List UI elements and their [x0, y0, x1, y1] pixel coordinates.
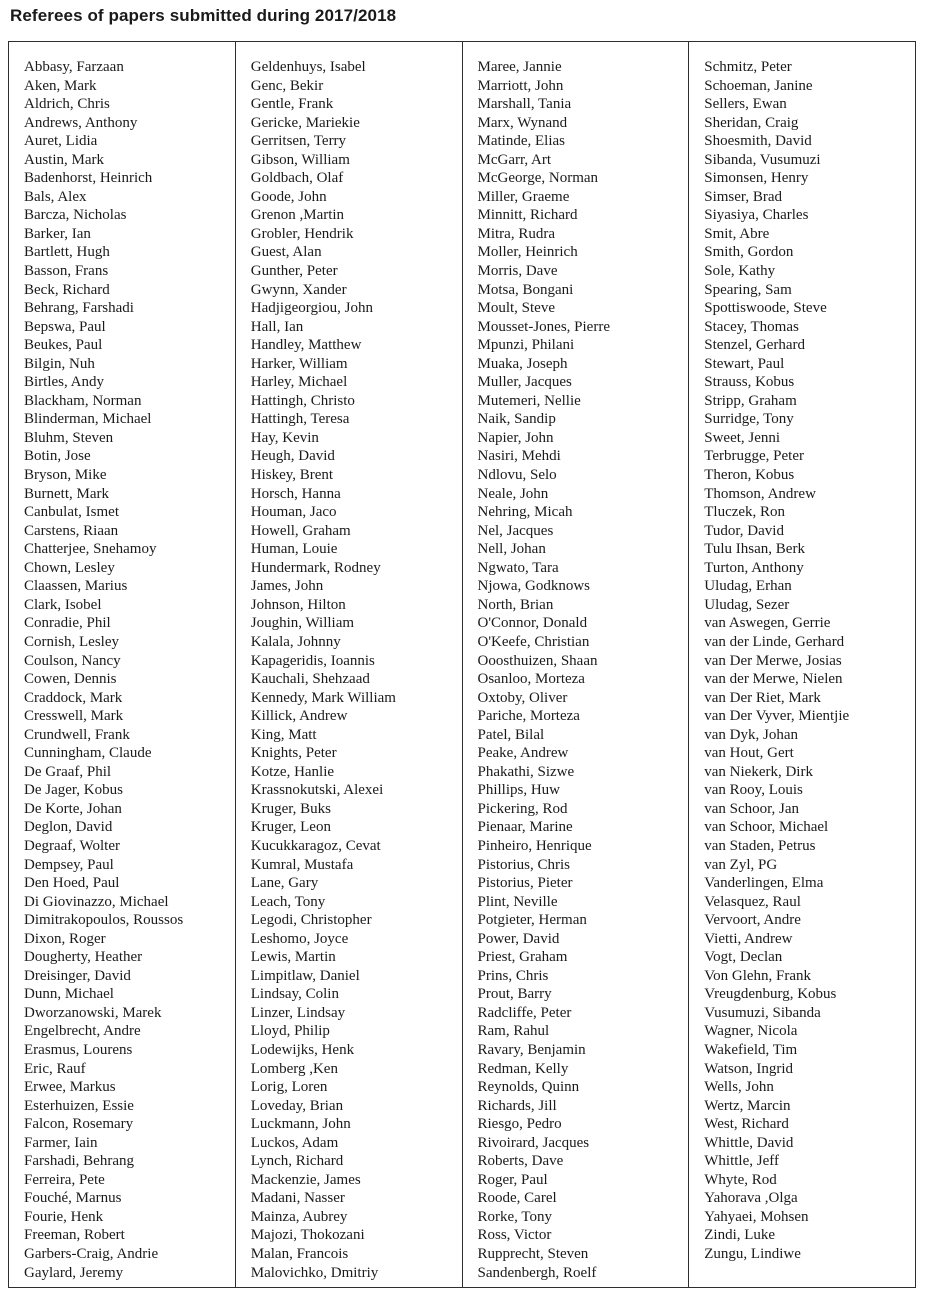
referee-name: Hattingh, Teresa [250, 411, 350, 428]
referee-name: Tudor, David [704, 522, 784, 539]
referee-name: Cornish, Lesley [24, 633, 119, 650]
referee-name: Phakathi, Sizwe [477, 763, 575, 780]
referee-name: Barcza, Nicholas [24, 207, 127, 224]
referee-name: De Graaf, Phil [24, 763, 112, 780]
referee-name: Tulu Ihsan, Berk [704, 541, 805, 558]
referee-name: Den Hoed, Paul [24, 875, 120, 892]
referee-name: Ndlovu, Selo [477, 467, 557, 484]
referee-name: Rivoirard, Jacques [477, 1134, 590, 1151]
referee-name: Geldenhuys, Isabel [250, 59, 366, 75]
referee-name: Velasquez, Raul [704, 893, 801, 910]
referee-name: Ferreira, Pete [24, 1171, 105, 1188]
referee-name: Yahorava ,Olga [704, 1190, 798, 1207]
referee-name: Naik, Sandip [477, 411, 556, 428]
referee-name: Bluhm, Steven [24, 429, 114, 446]
referee-name: van Schoor, Jan [704, 800, 800, 817]
referee-name: Lindsay, Colin [250, 986, 339, 1003]
referee-name: Erwee, Markus [24, 1079, 116, 1096]
referee-name: Blinderman, Michael [24, 411, 152, 428]
referee-name: De Jager, Kobus [24, 782, 123, 799]
referee-name: Prout, Barry [477, 986, 552, 1003]
referee-name: Fourie, Henk [24, 1208, 104, 1225]
referee-name: Engelbrecht, Andre [24, 1023, 141, 1040]
referee-name: Napier, John [477, 429, 554, 446]
referee-name: Roode, Carel [477, 1190, 557, 1207]
referee-name: Johnson, Hilton [250, 596, 346, 613]
referee-column-3 [462, 42, 689, 1287]
referee-name: Clark, Isobel [24, 596, 102, 613]
referee-name: Esterhuizen, Essie [24, 1097, 134, 1114]
referee-name: Farshadi, Behrang [24, 1153, 134, 1170]
referee-name: Mainza, Aubrey [250, 1208, 348, 1225]
referee-name: Coulson, Nancy [24, 652, 121, 669]
referee-name: Power, David [477, 930, 560, 947]
referee-name: Mitra, Rudra [477, 225, 555, 242]
referee-name: Roberts, Dave [477, 1153, 564, 1170]
referee-name: Ram, Rahul [477, 1023, 550, 1040]
referee-name: Lynch, Richard [250, 1153, 344, 1170]
referee-name: Stacey, Thomas [704, 318, 799, 335]
referee-name: Muaka, Joseph [477, 355, 568, 372]
referee-name: Horsch, Hanna [250, 485, 341, 502]
referee-name: Bryson, Mike [24, 467, 107, 484]
referee-name: van Der Vyver, Mientjie [704, 708, 850, 725]
referee-name: Schmitz, Peter [704, 59, 792, 75]
referee-column-1 [9, 42, 235, 1287]
referee-name: Kapageridis, Ioannis [250, 652, 375, 669]
referee-name: Legodi, Christopher [250, 912, 372, 929]
referee-name: Rorke, Tony [477, 1208, 553, 1225]
referee-name: Richards, Jill [477, 1097, 557, 1114]
referee-name: Dworzanowski, Marek [24, 1004, 162, 1021]
referee-name: Cresswell, Mark [24, 708, 124, 725]
referee-name: Genc, Bekir [250, 77, 324, 94]
referee-name: Houman, Jaco [250, 504, 337, 521]
referee-name: Rupprecht, Steven [477, 1246, 589, 1262]
referees-table [8, 41, 916, 1288]
referee-name: Whyte, Rod [704, 1171, 777, 1188]
referee-name: Stripp, Graham [704, 392, 797, 409]
referee-name: Spottiswoode, Steve [704, 300, 827, 317]
referee-name: Howell, Graham [250, 522, 351, 539]
referee-name: Pickering, Rod [477, 800, 568, 817]
referee-name: Priest, Graham [477, 949, 568, 966]
referee-name: Hiskey, Brent [250, 467, 334, 484]
referee-name: Wakefield, Tim [704, 1041, 798, 1058]
referee-name: Ravary, Benjamin [477, 1041, 586, 1058]
referee-name: Crundwell, Frank [24, 726, 130, 743]
referee-name: Hundermark, Rodney [250, 559, 381, 576]
referee-name: Luckmann, John [250, 1116, 351, 1133]
referee-name: Stenzel, Gerhard [704, 337, 806, 354]
referee-name: Lodewijks, Henk [250, 1041, 355, 1058]
referee-name: Harley, Michael [250, 374, 348, 391]
referee-name: Riesgo, Pedro [477, 1116, 562, 1133]
referee-name: Reynolds, Quinn [477, 1079, 580, 1096]
referee-name: Botin, Jose [24, 448, 91, 465]
referee-name: Oxtoby, Oliver [477, 689, 568, 706]
referee-name: Gwynn, Xander [250, 281, 347, 298]
referee-name: Grenon ,Martin [250, 207, 345, 224]
referee-name: King, Matt [250, 726, 317, 743]
referee-name: Marriott, John [477, 77, 564, 94]
referee-name: Hadjigeorgiou, John [250, 300, 373, 317]
referee-name: Malovichko, Dmitriy [250, 1264, 379, 1281]
referee-name: Kruger, Buks [250, 800, 331, 817]
referee-name: Plint, Neville [477, 893, 558, 910]
referee-name: Siyasiya, Charles [704, 207, 809, 224]
referee-name: Nel, Jacques [477, 522, 554, 539]
referee-name: Fouché, Marnus [24, 1190, 122, 1207]
referee-name: Goldbach, Olaf [250, 170, 344, 187]
referee-name: Wertz, Marcin [704, 1097, 791, 1114]
referee-name: van Niekerk, Dirk [704, 763, 813, 780]
referee-name: Dimitrakopoulos, Roussos [24, 912, 184, 929]
referee-name: Bilgin, Nuh [24, 355, 95, 372]
referee-name: Leshomo, Joyce [250, 930, 349, 947]
referee-name: van Aswegen, Gerrie [704, 615, 831, 632]
referee-name: Spearing, Sam [704, 281, 792, 298]
referee-name: Turton, Anthony [704, 559, 804, 576]
referee-name: Ooosthuizen, Shaan [477, 652, 598, 669]
referee-name: O'Keefe, Christian [477, 633, 590, 650]
referee-name: North, Brian [477, 596, 554, 613]
referee-name: Watson, Ingrid [704, 1060, 794, 1077]
referee-name: Di Giovinazzo, Michael [24, 893, 169, 910]
referee-name: Canbulat, Ismet [24, 504, 119, 521]
referee-name: Schoeman, Janine [704, 77, 813, 94]
referee-name: Gunther, Peter [250, 263, 338, 280]
referee-name: Blackham, Norman [24, 392, 142, 409]
referee-name: Marshall, Tania [477, 96, 572, 113]
referee-name: Mackenzie, James [250, 1171, 361, 1188]
referee-name: Eric, Rauf [24, 1060, 86, 1077]
referee-name: Freeman, Robert [24, 1227, 125, 1244]
referee-name: Matinde, Elias [477, 133, 565, 150]
referee-name: Von Glehn, Frank [704, 967, 812, 984]
referee-name: De Korte, Johan [24, 800, 122, 817]
referee-name: Bartlett, Hugh [24, 244, 110, 261]
referee-name: Majozi, Thokozani [250, 1227, 365, 1244]
referee-name: Motsa, Bongani [477, 281, 574, 298]
referee-name: McGeorge, Norman [477, 170, 599, 187]
referee-name: van Rooy, Louis [704, 782, 803, 799]
referee-name: Sweet, Jenni [704, 429, 781, 446]
referee-name: Nell, Johan [477, 541, 546, 558]
referee-name: Linzer, Lindsay [250, 1004, 346, 1021]
referee-name: Minnitt, Richard [477, 207, 578, 224]
referee-name: Vietti, Andrew [704, 930, 793, 947]
referee-name: Malan, Francois [250, 1246, 349, 1262]
referee-name: Killick, Andrew [250, 708, 348, 725]
referee-name: Phillips, Huw [477, 782, 561, 799]
referee-name: van Der Merwe, Josias [704, 652, 842, 669]
referee-name: Grobler, Hendrik [250, 225, 354, 242]
referee-name: Carstens, Riaan [24, 522, 119, 539]
referee-name: Dixon, Roger [24, 930, 106, 947]
referee-name: Vusumuzi, Sibanda [704, 1004, 821, 1021]
referee-name: Farmer, Iain [24, 1134, 98, 1151]
referee-name: Peake, Andrew [477, 745, 569, 762]
referee-name: Zindi, Luke [704, 1227, 776, 1244]
referee-name: Nasiri, Mehdi [477, 448, 561, 465]
referee-name: Thomson, Andrew [704, 485, 816, 502]
referee-name: Barker, Ian [24, 225, 91, 242]
referee-name: Vervoort, Andre [704, 912, 801, 929]
referee-name: Smit, Abre [704, 225, 770, 242]
referee-name: Andrews, Anthony [24, 114, 138, 131]
referee-name: Whittle, David [704, 1134, 794, 1151]
referee-name: Kumral, Mustafa [250, 856, 354, 873]
referee-name: Lorig, Loren [250, 1079, 328, 1096]
referee-name: van Dyk, Johan [704, 726, 798, 743]
referee-name: Vogt, Declan [704, 949, 783, 966]
referee-name: Bals, Alex [24, 188, 87, 205]
referee-name: Bepswa, Paul [24, 318, 106, 335]
referee-name: Moller, Heinrich [477, 244, 578, 261]
referee-name: Yahyaei, Mohsen [704, 1208, 809, 1225]
referee-name: Harker, William [250, 355, 348, 372]
page-title: Referees of papers submitted during 2017/2018 [10, 6, 397, 25]
referee-name: van Hout, Gert [704, 745, 794, 762]
referee-name: Patel, Bilal [477, 726, 545, 743]
referee-name: Chatterjee, Snehamoy [24, 541, 157, 558]
referee-name: Wells, John [704, 1079, 774, 1096]
referee-name: Gaylard, Jeremy [24, 1264, 124, 1281]
referee-name: Madani, Nasser [250, 1190, 345, 1207]
referee-name: Muller, Jacques [477, 374, 572, 391]
referee-name: Gericke, Mariekie [250, 114, 360, 131]
referee-name: Mpunzi, Philani [477, 337, 575, 354]
referee-name: Dempsey, Paul [24, 856, 114, 873]
referee-name: Lomberg ,Ken [250, 1060, 338, 1077]
referee-name: Kucukkaragoz, Cevat [250, 837, 381, 854]
referee-name: Krassnokutski, Alexei [250, 782, 384, 799]
referee-name: Ngwato, Tara [477, 559, 559, 576]
referee-name: van der Merwe, Nielen [704, 671, 843, 688]
referee-name: Lane, Gary [250, 875, 319, 892]
referee-name: Redman, Kelly [477, 1060, 569, 1077]
referee-name: Smith, Gordon [704, 244, 794, 261]
referee-name: Osanloo, Morteza [477, 671, 585, 688]
referee-name: Kruger, Leon [250, 819, 331, 836]
referee-name: Radcliffe, Peter [477, 1004, 572, 1021]
referee-name: Basson, Frans [24, 263, 109, 280]
referee-name: Marx, Wynand [477, 114, 568, 131]
referee-name: Pariche, Morteza [477, 708, 580, 725]
referee-name: Deglon, David [24, 819, 113, 836]
referee-name: Luckos, Adam [250, 1134, 339, 1151]
referee-name: Pienaar, Marine [477, 819, 573, 836]
referee-name: Dougherty, Heather [24, 949, 143, 966]
referee-name: West, Richard [704, 1116, 789, 1133]
referee-name: Morris, Dave [477, 263, 558, 280]
referee-name: Simonsen, Henry [704, 170, 809, 187]
referee-name: Neale, John [477, 485, 549, 502]
referee-name: Aldrich, Chris [24, 96, 110, 113]
referee-name: Garbers-Craig, Andrie [24, 1246, 159, 1262]
referee-name: van der Linde, Gerhard [704, 633, 845, 650]
referee-name: Falcon, Rosemary [24, 1116, 134, 1133]
referee-name: Claassen, Marius [24, 578, 128, 595]
referee-name: Hattingh, Christo [250, 392, 355, 409]
referee-name: Craddock, Mark [24, 689, 123, 706]
referee-name: Kauchali, Shehzaad [250, 671, 370, 688]
referee-name: McGarr, Art [477, 151, 552, 168]
referee-name: Simser, Brad [704, 188, 782, 205]
referee-name: Beukes, Paul [24, 337, 103, 354]
referee-name: Uludag, Sezer [704, 596, 790, 613]
referee-name: Chown, Lesley [24, 559, 115, 576]
referee-name: Cunningham, Claude [24, 745, 152, 762]
referee-name: Austin, Mark [24, 151, 104, 168]
referee-name: Moult, Steve [477, 300, 555, 317]
referee-name: Pinheiro, Henrique [477, 837, 592, 854]
referee-name: Stewart, Paul [704, 355, 785, 372]
referee-name: Gentle, Frank [250, 96, 334, 113]
referee-name: Miller, Graeme [477, 188, 570, 205]
referee-name: Shoesmith, David [704, 133, 812, 150]
referee-name: James, John [250, 578, 324, 595]
referee-name: Conradie, Phil [24, 615, 111, 632]
referee-name: Lloyd, Philip [250, 1023, 330, 1040]
referee-name: Sole, Kathy [704, 263, 776, 280]
referee-name: Erasmus, Lourens [24, 1041, 133, 1058]
referee-name: van Der Riet, Mark [704, 689, 821, 706]
referee-name: Pistorius, Chris [477, 856, 571, 873]
referee-name: Hall, Ian [250, 318, 304, 335]
referee-name: Hay, Kevin [250, 429, 319, 446]
referee-name: Kotze, Hanlie [250, 763, 335, 780]
referee-name: Sandenbergh, Roelf [477, 1264, 597, 1281]
referee-name: Abbasy, Farzaan [24, 59, 124, 75]
referee-name: Sibanda, Vusumuzi [704, 151, 821, 168]
referee-name: Burnett, Mark [24, 485, 109, 502]
referee-name: Terbrugge, Peter [704, 448, 804, 465]
referee-column-4 [688, 42, 915, 1287]
referee-name: Behrang, Farshadi [24, 300, 134, 317]
referee-name: Sheridan, Craig [704, 114, 799, 131]
referee-name: Mousset-Jones, Pierre [477, 318, 610, 335]
referee-name: Surridge, Tony [704, 411, 794, 428]
referee-name: Badenhorst, Heinrich [24, 170, 153, 187]
referee-name: Auret, Lidia [24, 133, 98, 150]
referee-name: Wagner, Nicola [704, 1023, 798, 1040]
referee-name: Roger, Paul [477, 1171, 548, 1188]
referee-name: van Zyl, PG [704, 856, 778, 873]
referee-name: Zungu, Lindiwe [704, 1246, 801, 1262]
referee-name: Dunn, Michael [24, 986, 114, 1003]
referee-name: Heugh, David [250, 448, 335, 465]
referee-name: Lewis, Martin [250, 949, 336, 966]
referee-name: Guest, Alan [250, 244, 322, 261]
referee-name: Birtles, Andy [24, 374, 105, 391]
referee-name: Gerritsen, Terry [250, 133, 347, 150]
referee-name: Maree, Jannie [477, 59, 562, 75]
referee-name: Limpitlaw, Daniel [250, 967, 360, 984]
referee-name: O'Connor, Donald [477, 615, 588, 632]
referee-name: Nehring, Micah [477, 504, 573, 521]
referee-name: Beck, Richard [24, 281, 110, 298]
referee-name: Vanderlingen, Elma [704, 875, 824, 892]
referee-name: Theron, Kobus [704, 467, 795, 484]
referee-name: van Schoor, Michael [704, 819, 829, 836]
referee-name: Leach, Tony [250, 893, 326, 910]
referee-name: Whittle, Jeff [704, 1153, 779, 1170]
referee-name: Human, Louie [250, 541, 338, 558]
referee-name: Degraaf, Wolter [24, 837, 120, 854]
referee-name: Goode, John [250, 188, 327, 205]
referee-name: Potgieter, Herman [477, 912, 587, 929]
referee-name: Cowen, Dennis [24, 671, 117, 688]
referee-name: Tluczek, Ron [704, 504, 786, 521]
referee-column-2 [235, 42, 462, 1287]
referee-name: Kalala, Johnny [250, 633, 341, 650]
referee-name: Sellers, Ewan [704, 96, 787, 113]
referee-name: Pistorius, Pieter [477, 875, 573, 892]
referee-name: Strauss, Kobus [704, 374, 795, 391]
referee-name: van Staden, Petrus [704, 837, 816, 854]
referee-name: Gibson, William [250, 151, 350, 168]
referee-name: Njowa, Godknows [477, 578, 590, 595]
referee-name: Kennedy, Mark William [250, 689, 396, 706]
referee-name: Ross, Victor [477, 1227, 552, 1244]
referee-name: Handley, Matthew [250, 337, 362, 354]
referee-name: Uludag, Erhan [704, 578, 792, 595]
referee-name: Dreisinger, David [24, 967, 131, 984]
referee-name: Aken, Mark [24, 77, 97, 94]
referee-name: Loveday, Brian [250, 1097, 344, 1114]
referee-name: Knights, Peter [250, 745, 337, 762]
referee-name: Prins, Chris [477, 967, 549, 984]
referee-name: Mutemeri, Nellie [477, 392, 581, 409]
referee-name: Vreugdenburg, Kobus [704, 986, 837, 1003]
referee-name: Joughin, William [250, 615, 355, 632]
